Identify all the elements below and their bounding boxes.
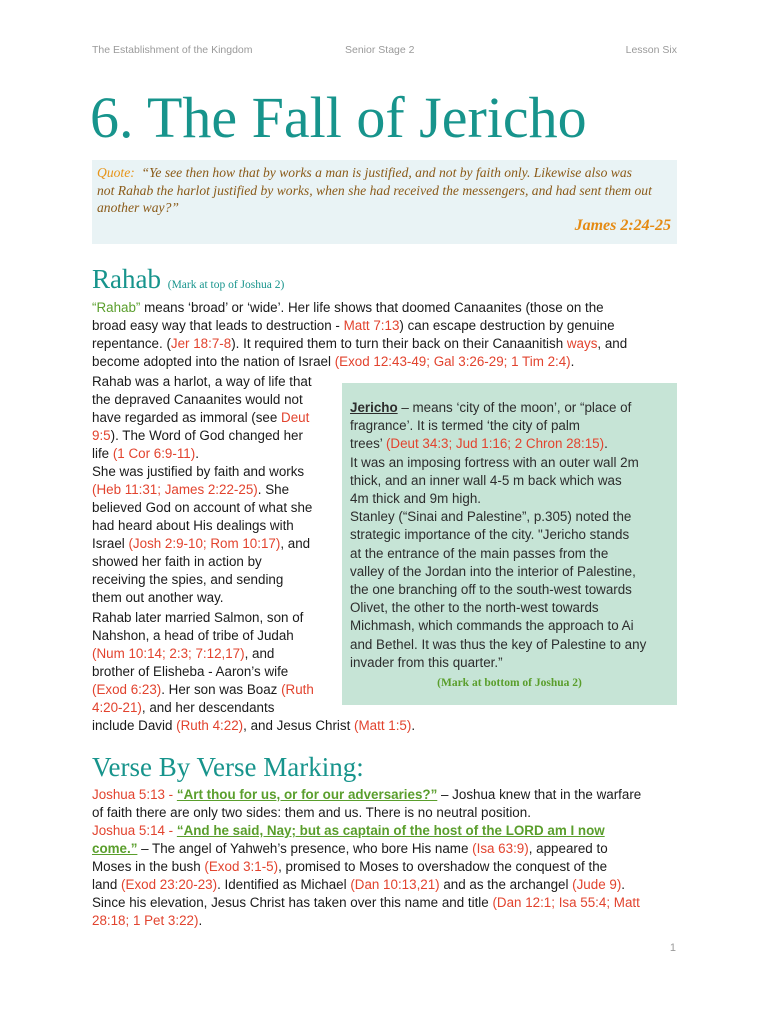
- text: . Identified as Michael: [217, 877, 351, 892]
- rahab-col-line-1: Rahab was a harlot, a way of life that: [92, 374, 312, 389]
- jericho-line: strategic importance of the city. "Jericho stands: [350, 527, 630, 543]
- jericho-line: valley of the Jordan into the interior of Palestine,: [350, 563, 636, 579]
- text: , and: [280, 536, 311, 551]
- verse-5-14-line-5: [92, 894, 640, 912]
- text: ) can escape destruction by genuine: [399, 318, 615, 333]
- jericho-sidebar: [342, 383, 677, 705]
- text: .: [195, 446, 199, 461]
- scripture-ref: (Num 10:14; 2:3; 7:12,17): [92, 646, 245, 661]
- jericho-line: [350, 399, 677, 417]
- rahab-col-line-5: [92, 445, 199, 463]
- text: , and: [597, 336, 628, 351]
- text: .: [570, 354, 575, 369]
- jericho-line: and Bethel. It was thus the key of Palestine to any: [350, 636, 647, 652]
- header-stage: Senior Stage 2: [345, 44, 415, 56]
- jericho-line: It was an imposing fortress with an outer wall 2m: [350, 454, 639, 470]
- text: include David: [92, 718, 177, 733]
- quote-line-1: [97, 164, 672, 182]
- scripture-ref: (Exod 6:23): [92, 682, 162, 697]
- text: means ‘broad’ or ‘wide’. Her life shows that doomed Canaanites (those on the: [140, 300, 604, 315]
- rahab-col-line-4: [92, 427, 303, 445]
- scripture-ref: (Josh 2:9-10; Rom 10:17): [128, 536, 281, 551]
- rahab-col-line-13: them out another way.: [92, 590, 224, 605]
- rahab-col-line-16: [92, 645, 274, 663]
- quote-box: [92, 160, 677, 244]
- rahab-col-line-19: [92, 699, 274, 717]
- text: – Joshua knew that in the warfare: [437, 787, 642, 802]
- text: . She: [257, 482, 290, 497]
- jericho-line: fragrance’. It is termed ‘the city of palm: [350, 418, 580, 434]
- scripture-ref: (Ruth: [281, 682, 314, 697]
- quote-reference: James 2:24-25: [574, 217, 671, 234]
- scripture-ref: (Jude 9): [572, 877, 622, 892]
- text: ). The Word of God changed her: [110, 428, 303, 443]
- rahab-col-line-6: She was justified by faith and works: [92, 464, 305, 479]
- scripture-ref: Jer 18:7-8: [170, 336, 232, 351]
- scripture-ref: (Matt 1:5): [354, 718, 412, 733]
- text: Moses in the bush: [92, 859, 205, 874]
- verse-ref: Joshua 5:13 -: [92, 787, 177, 802]
- text: broad easy way that leads to destruction -: [92, 318, 344, 333]
- verse-by-verse-heading: Verse By Verse Marking:: [92, 752, 364, 782]
- rahab-col-line-7: [92, 481, 289, 499]
- text: ). It required them to turn their back on their Canaanitish: [231, 336, 567, 351]
- scripture-ref: (1 Cor 6:9-11): [112, 446, 196, 461]
- jericho-line: invader from this quarter.”: [350, 654, 503, 670]
- text: .: [604, 436, 608, 452]
- text: trees’: [350, 436, 386, 452]
- text: life: [92, 446, 113, 461]
- verse-5-13-line-1: [92, 786, 641, 804]
- scripture-ref: (Dan 12:1; Isa 55:4; Matt: [492, 895, 640, 910]
- scripture-ref: (Deut 34:3; Jud 1:16; 2 Chron 28:15): [385, 436, 605, 452]
- page-title: 6. The Fall of Jericho: [90, 85, 587, 150]
- verse-ref: Joshua 5:14 -: [92, 823, 177, 838]
- verse-5-14-line-1: [92, 822, 605, 840]
- verse-5-13-line-2: of faith there are only two sides: them and us. There is no neutral position.: [92, 805, 531, 820]
- rahab-col-line-18: [92, 681, 314, 699]
- quote-label: Quote:: [97, 165, 135, 180]
- quote-text-1: “Ye see then how that by works a man is justified, and not by faith only. Likewise also was: [141, 165, 632, 180]
- verse-quote: “And he said, Nay; but as captain of the host of the LORD am I now: [176, 823, 605, 838]
- text: – The angel of Yahweh’s presence, who bore His name: [137, 841, 473, 856]
- highlighted-word: ways: [566, 336, 598, 351]
- text: , and Jesus Christ: [243, 718, 355, 733]
- verse-5-14-line-4: [92, 876, 625, 894]
- text: – means ‘city of the moon’, or “place of: [397, 400, 632, 415]
- rahab-col-line-20: [92, 717, 415, 735]
- verse-quote: “Art thou for us, or for our adversaries?”: [176, 787, 438, 802]
- scripture-ref: (Dan 10:13,21): [350, 877, 440, 892]
- text: , and her descendants: [141, 700, 275, 715]
- text: land: [92, 877, 122, 892]
- jericho-line: Olivet, the other to the north-west towards: [350, 600, 599, 616]
- jericho-line: [350, 435, 677, 453]
- verse-5-14-line-6: [92, 912, 202, 930]
- jericho-mark-note: (Mark at bottom of Joshua 2): [437, 677, 582, 690]
- rahab-col-line-12: receiving the spies, and sending: [92, 572, 284, 587]
- verse-quote: come.”: [92, 841, 138, 856]
- text: .: [198, 913, 203, 928]
- jericho-line: Michmash, which commands the approach to Ai: [350, 618, 634, 634]
- text: Since his elevation, Jesus Christ has taken over this name and title: [92, 895, 493, 910]
- scripture-ref: (Exod 12:43-49; Gal 3:26-29; 1 Tim 2:4): [334, 354, 571, 369]
- text: , appeared to: [528, 841, 608, 856]
- text: .: [411, 718, 416, 733]
- rahab-p1-line-4: [92, 353, 574, 371]
- scripture-ref: (Exod 3:1-5): [204, 859, 279, 874]
- rahab-col-line-3: [92, 409, 309, 427]
- rahab-term: “Rahab”: [92, 300, 141, 315]
- rahab-col-line-17: brother of Elisheba - Aaron’s wife: [92, 664, 289, 679]
- rahab-heading: [92, 264, 284, 295]
- rahab-p1-line-3: [92, 335, 627, 353]
- rahab-col-line-10: [92, 535, 310, 553]
- scripture-ref: 28:18; 1 Pet 3:22): [92, 913, 199, 928]
- jericho-line: Stanley (“Sinai and Palestine”, p.305) noted the: [350, 509, 632, 525]
- scripture-ref: (Heb 11:31; James 2:22-25): [92, 482, 258, 497]
- rahab-col-line-2: the depraved Canaanites would not: [92, 392, 303, 407]
- rahab-heading-note: (Mark at top of Joshua 2): [167, 279, 285, 291]
- rahab-p1-line-1: [92, 299, 604, 317]
- text: and as the archangel: [439, 877, 573, 892]
- jericho-line: 4m thick and 9m high.: [350, 491, 481, 507]
- scripture-ref: (Isa 63:9): [472, 841, 529, 856]
- rahab-heading-text: Rahab: [92, 264, 161, 294]
- text: Israel: [92, 536, 129, 551]
- rahab-p1-line-2: [92, 317, 615, 335]
- scripture-ref: Deut: [281, 410, 310, 425]
- jericho-line: the one branching off to the south-west towards: [350, 582, 632, 598]
- text: have regarded as immoral (see: [92, 410, 282, 425]
- text: repentance. (: [92, 336, 171, 351]
- scripture-ref: (Exod 23:20-23): [121, 877, 218, 892]
- text: , promised to Moses to overshadow the conquest of the: [278, 859, 608, 874]
- jericho-line: at the entrance of the main passes from the: [350, 545, 609, 561]
- quote-line-2: not Rahab the harlot justified by works, when she had received the messengers, and had sent them out: [97, 182, 652, 198]
- text: . Her son was Boaz: [161, 682, 282, 697]
- text: .: [621, 877, 626, 892]
- header-lesson: Lesson Six: [625, 44, 677, 56]
- rahab-col-line-15: Nahshon, a head of tribe of Judah: [92, 628, 294, 643]
- text: become adopted into the nation of Israel: [92, 354, 335, 369]
- quote-line-3: another way?”: [97, 200, 179, 215]
- page-number: 1: [669, 942, 676, 954]
- verse-5-14-line-2: [92, 840, 608, 858]
- rahab-col-line-11: showed her faith in action by: [92, 554, 262, 569]
- scripture-ref: Matt 7:13: [343, 318, 400, 333]
- scripture-ref: 4:20-21): [92, 700, 142, 715]
- scripture-ref: 9:5: [92, 428, 111, 443]
- scripture-ref: (Ruth 4:22): [176, 718, 244, 733]
- jericho-line: thick, and an inner wall 4-5 m back which was: [350, 472, 622, 488]
- rahab-col-line-9: had heard about His dealings with: [92, 518, 294, 533]
- rahab-col-line-8: believed God on account of what she: [92, 500, 313, 515]
- text: , and: [244, 646, 275, 661]
- jericho-term: Jericho: [350, 400, 398, 415]
- rahab-col-line-14: Rahab later married Salmon, son of: [92, 610, 304, 625]
- verse-5-14-line-3: [92, 858, 607, 876]
- header-course-title: The Establishment of the Kingdom: [92, 44, 253, 56]
